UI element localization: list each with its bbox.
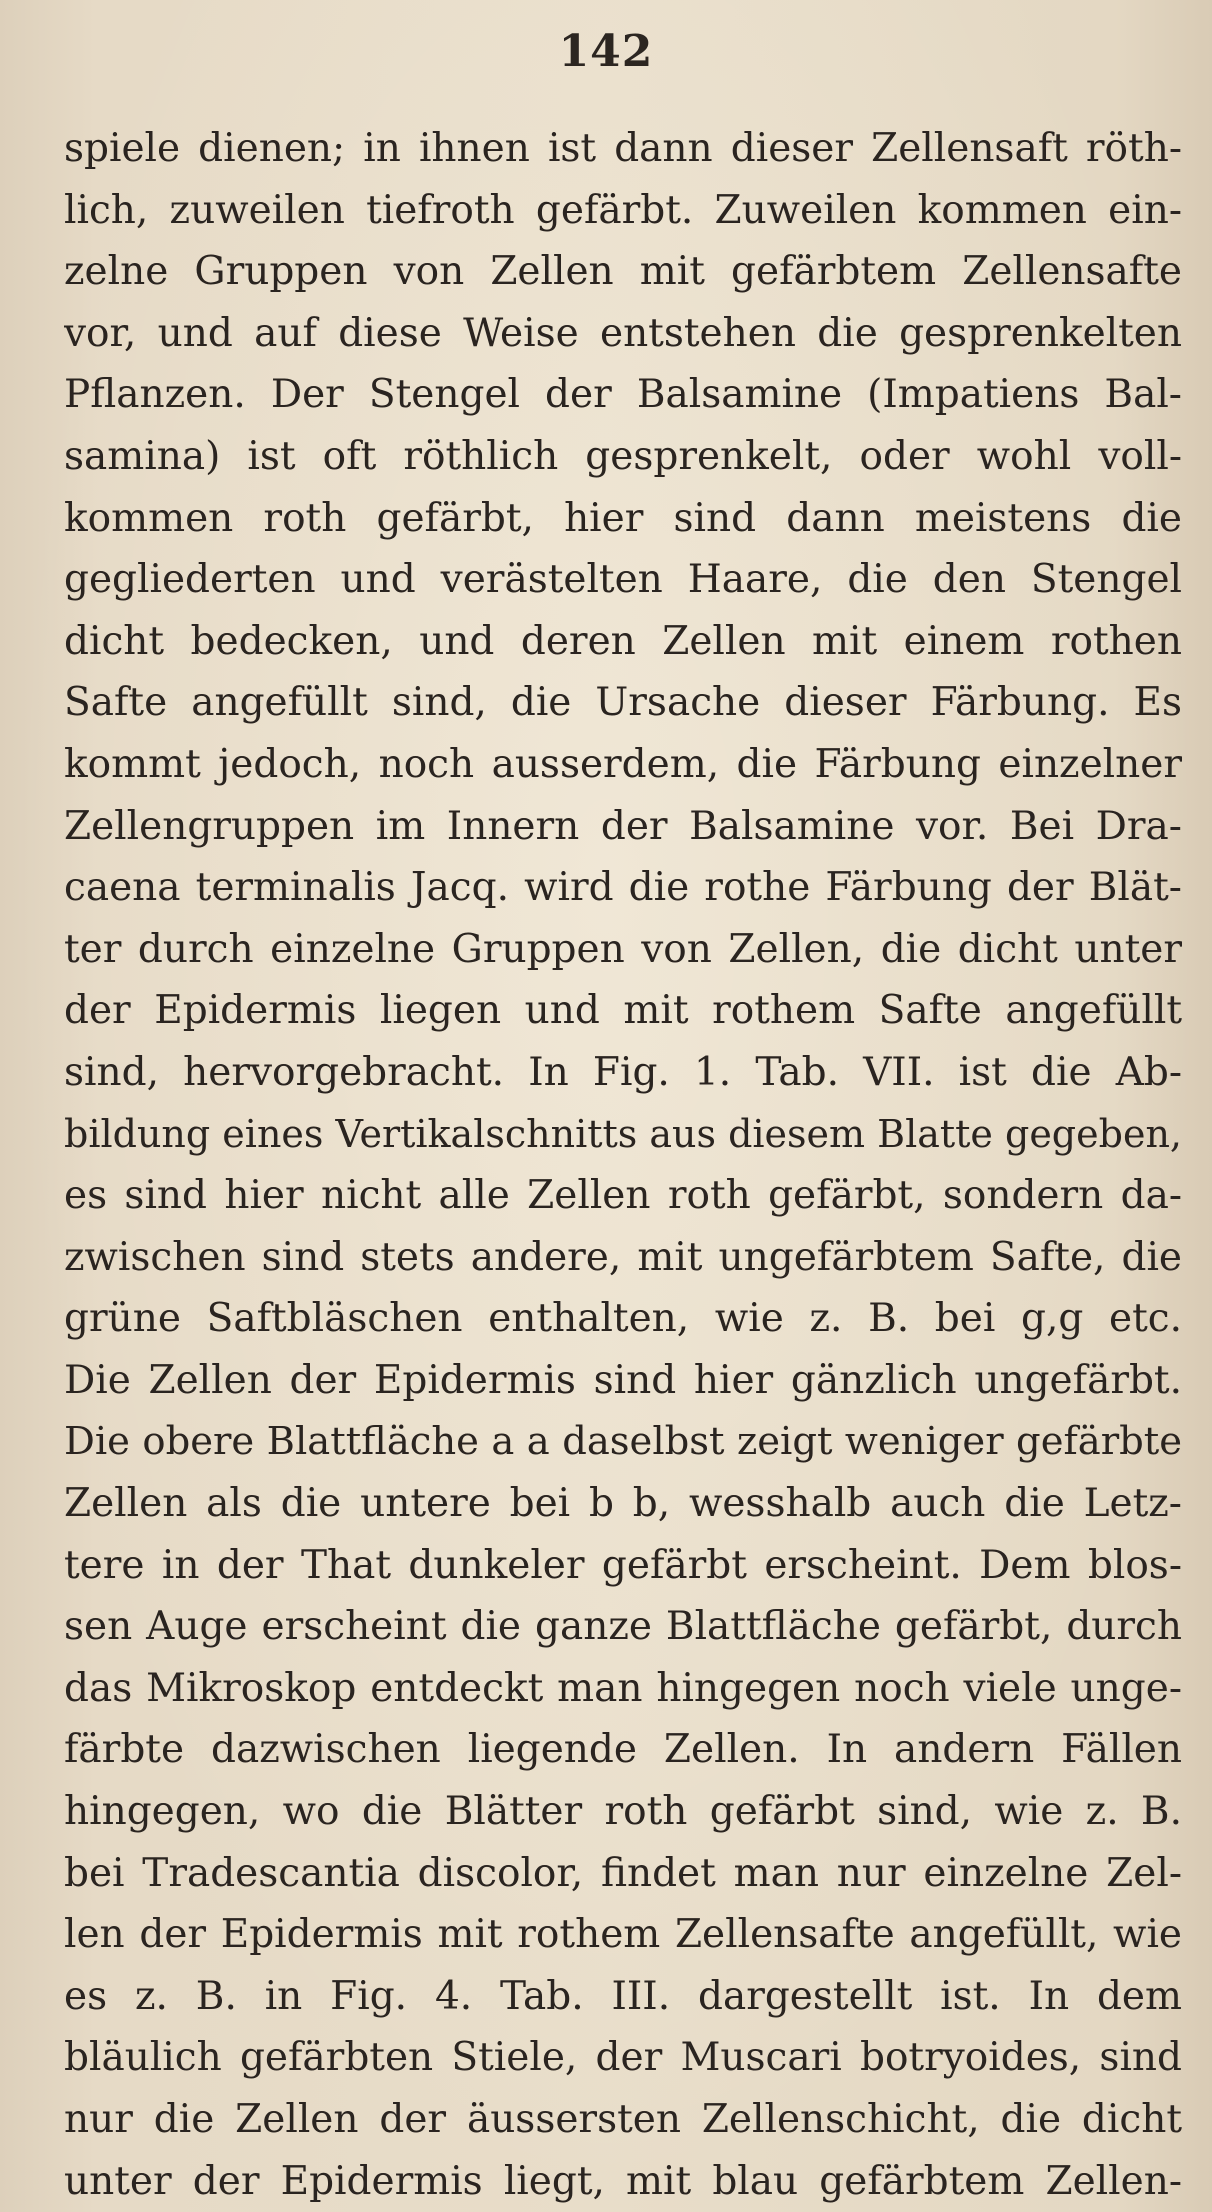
page-number: 142 — [558, 26, 654, 77]
text-line: Pflanzen. Der Stengel der Balsamine (Impatiens Bal- — [64, 372, 1182, 418]
body-text — [64, 118, 1182, 2212]
text-line: zwischen sind stets andere, mit ungefärbtem Safte, die — [64, 1234, 1182, 1280]
text-line: färbte dazwischen liegende Zellen. In andern Fällen — [64, 1727, 1182, 1773]
text-line: hingegen, wo die Blätter roth gefärbt sind, wie z. B. — [64, 1789, 1182, 1835]
text-line: gegliederten und verästelten Haare, die den Stengel — [64, 557, 1182, 603]
text-line: vor, und auf diese Weise entstehen die gesprenkelten — [64, 310, 1182, 356]
text-line: Die Zellen der Epidermis sind hier gänzlich ungefärbt. — [64, 1357, 1182, 1403]
text-line: Safte angefüllt sind, die Ursache dieser Färbung. Es — [64, 680, 1182, 726]
text-line: bildung eines Vertikalschnitts aus diesem Blatte gegeben, — [64, 1111, 1182, 1156]
text-line: lich, zuweilen tiefroth gefärbt. Zuweilen kommen ein- — [64, 187, 1182, 233]
text-line: dicht bedecken, und deren Zellen mit einem rothen — [64, 618, 1182, 664]
text-line: sind, hervorgebracht. In Fig. 1. Tab. VII. ist die Ab- — [64, 1049, 1182, 1095]
text-line: unter der Epidermis liegt, mit blau gefärbtem Zellen- — [64, 2158, 1182, 2204]
text-line: bläulich gefärbten Stiele, der Muscari botryoides, sind — [64, 2035, 1182, 2081]
text-line: grüne Saftbläschen enthalten, wie z. B. bei g,g etc. — [64, 1296, 1182, 1342]
text-line: Zellen als die untere bei b b, wesshalb auch die Letz- — [64, 1481, 1182, 1527]
text-line: sen Auge erscheint die ganze Blattfläche gefärbt, durch — [64, 1604, 1182, 1650]
text-line: Zellengruppen im Innern der Balsamine vor. Bei Dra- — [64, 803, 1182, 849]
text-line: nur die Zellen der äussersten Zellenschicht, die dicht — [64, 2097, 1182, 2142]
text-line: len der Epidermis mit rothem Zellensafte angefüllt, wie — [64, 1912, 1182, 1958]
text-line: kommen roth gefärbt, hier sind dann meistens die — [64, 495, 1182, 541]
text-line: spiele dienen; in ihnen ist dann dieser Zellensaft röth- — [64, 126, 1182, 171]
text-line: es sind hier nicht alle Zellen roth gefärbt, sondern da- — [64, 1173, 1182, 1219]
text-line: kommt jedoch, noch ausserdem, die Färbung einzelner — [64, 741, 1182, 787]
text-line: samina) ist oft röthlich gesprenkelt, oder wohl voll- — [64, 433, 1182, 479]
text-line: caena terminalis Jacq. wird die rothe Färbung der Blät- — [64, 865, 1182, 911]
text-line: Die obere Blattfläche a a daselbst zeigt weniger gefärbte — [64, 1419, 1182, 1465]
text-line: ter durch einzelne Gruppen von Zellen, die dicht unter — [64, 926, 1182, 972]
text-line: tere in der That dunkeler gefärbt erscheint. Dem blos- — [64, 1542, 1182, 1588]
text-line: der Epidermis liegen und mit rothem Safte angefüllt — [64, 988, 1182, 1034]
text-line: zelne Gruppen von Zellen mit gefärbtem Zellensafte — [64, 249, 1182, 295]
text-line: es z. B. in Fig. 4. Tab. III. dargestellt ist. In dem — [64, 1973, 1182, 2019]
text-line: das Mikroskop entdeckt man hingegen noch viele unge- — [64, 1665, 1182, 1711]
text-line: bei Tradescantia discolor, findet man nur einzelne Zel- — [64, 1850, 1182, 1896]
